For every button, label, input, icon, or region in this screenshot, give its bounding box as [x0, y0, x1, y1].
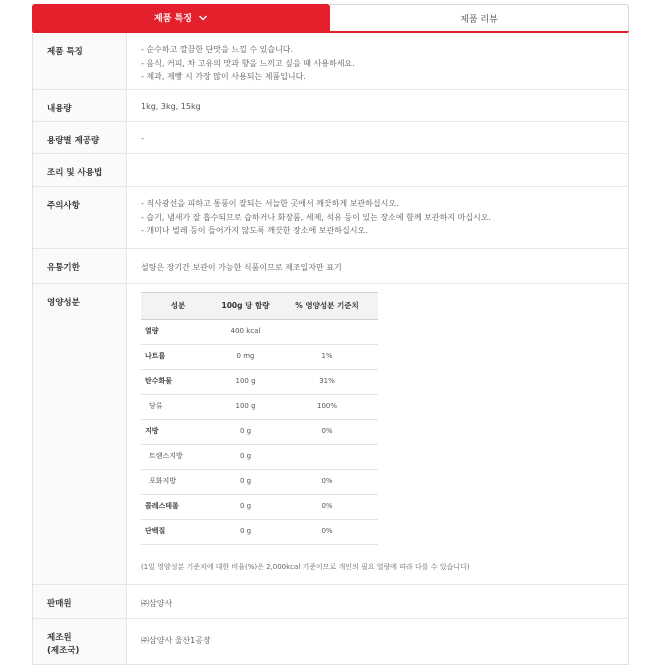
spec-value: ㈜삼양사 울산1공장 [141, 636, 211, 645]
spec-row-manufacturer [33, 619, 628, 664]
detail-tabs [32, 4, 629, 31]
nutrient-amount: 400 kcal [215, 320, 276, 345]
caution-line: - 개미나 벌레 등이 들어가지 않도록 깨끗한 장소에 보관하십시오. [141, 226, 368, 235]
nutrient-amount: 0 g [215, 470, 276, 495]
nutrient-name: 단백질 [141, 520, 215, 545]
nutrition-header: 100g 당 함량 [215, 293, 276, 320]
nutrient-pct: 1% [276, 345, 378, 370]
chevron-down-icon [198, 13, 208, 23]
spec-value: - [141, 134, 144, 143]
spec-label: 유통기한 [33, 249, 127, 283]
spec-value: ㈜삼양사 [141, 599, 173, 608]
nutrition-table [141, 292, 378, 545]
nutrition-row [141, 470, 378, 495]
spec-label: 내용량 [33, 90, 127, 121]
spec-label [33, 619, 127, 664]
spec-row-capacity [33, 90, 628, 122]
spec-row-seller [33, 585, 628, 619]
spec-row-caution [33, 187, 628, 249]
nutrient-name: 지방 [141, 420, 215, 445]
caution-line: - 습기, 냄새가 잘 흡수되므로 습하거나 화장품, 세제, 석유 등이 있는 장소에 함께 보관하지 마십시오. [141, 212, 492, 222]
nutrient-name: 탄수화물 [141, 370, 215, 395]
nutrient-pct: 0% [276, 420, 378, 445]
nutrient-name: 트랜스지방 [141, 445, 215, 470]
nutrient-pct [276, 320, 378, 345]
nutrition-row [141, 395, 378, 420]
spec-label-line: 제조원 [47, 633, 72, 643]
tab-label: 제품 리뷰 [460, 14, 498, 25]
spec-row-expiry [33, 249, 628, 284]
nutrient-amount: 0 g [215, 495, 276, 520]
tab-label: 제품 특징 [154, 14, 192, 24]
spec-row-usage [33, 154, 628, 187]
spec-value [127, 284, 628, 584]
nutrient-pct: 0% [276, 470, 378, 495]
nutrient-amount: 100 g [215, 395, 276, 420]
nutrient-amount: 100 g [215, 370, 276, 395]
spec-value: 1kg, 3kg, 15kg [141, 102, 201, 111]
nutrient-pct: 100% [276, 395, 378, 420]
spec-label: 제품 특징 [33, 33, 127, 89]
nutrient-name: 열량 [141, 320, 215, 345]
nutrient-amount: 0 mg [215, 345, 276, 370]
spec-row-serving [33, 122, 628, 154]
nutrition-row [141, 445, 378, 470]
nutrient-name: 포화지방 [141, 470, 215, 495]
feature-line: - 음식, 커피, 차 고유의 맛과 향을 느끼고 싶을 때 사용하세요. [141, 58, 355, 68]
spec-label: 주의사항 [33, 187, 127, 248]
nutrition-row [141, 345, 378, 370]
nutrient-name: 나트륨 [141, 345, 215, 370]
spec-label: 영양성분 [33, 284, 127, 584]
spec-label-line: (제조국) [47, 646, 80, 656]
nutrition-row [141, 495, 378, 520]
tab-product-reviews[interactable] [330, 4, 629, 31]
nutrition-note: (1일 영양성분 기준치에 대한 비율(%)은 2,000kcal 기준이므로 개인의 필요 열량에 따라 다를 수 있습니다) [141, 563, 470, 571]
nutrient-name: 당류 [141, 395, 215, 420]
spec-value [127, 187, 628, 248]
product-detail-panel [32, 4, 629, 665]
nutrient-pct: 0% [276, 520, 378, 545]
nutrient-pct [276, 445, 378, 470]
spec-table [32, 31, 629, 665]
nutrient-pct: 31% [276, 370, 378, 395]
nutrition-header: % 영양성분 기준치 [276, 293, 378, 320]
caution-line: - 직사광선을 피하고 통풍이 잘되는 서늘한 곳에서 깨끗하게 보관하십시오. [141, 199, 399, 208]
spec-label: 용량별 제공량 [33, 122, 127, 153]
nutrient-name: 콜레스테롤 [141, 495, 215, 520]
feature-line: - 순수하고 깔끔한 단맛을 느낄 수 있습니다. [141, 45, 294, 54]
spec-value [127, 154, 628, 186]
spec-row-nutrition [33, 284, 628, 585]
spec-value [127, 33, 628, 89]
nutrient-amount: 0 g [215, 520, 276, 545]
nutrition-header: 성분 [141, 293, 215, 320]
nutrient-amount: 0 g [215, 420, 276, 445]
nutrient-pct: 0% [276, 495, 378, 520]
spec-value: 설탕은 장기간 보관이 가능한 식품이므로 제조일자만 표기 [141, 263, 342, 272]
feature-line: - 제과, 제빵 시 가장 많이 사용되는 제품입니다. [141, 72, 306, 81]
nutrition-row [141, 520, 378, 545]
nutrient-amount: 0 g [215, 445, 276, 470]
nutrition-row [141, 320, 378, 345]
nutrition-row [141, 370, 378, 395]
nutrition-header-row [141, 293, 378, 320]
spec-label: 판매원 [33, 585, 127, 618]
spec-label: 조리 및 사용법 [33, 154, 127, 186]
spec-row-features [33, 33, 628, 90]
nutrition-row [141, 420, 378, 445]
tab-product-features[interactable] [32, 4, 330, 31]
